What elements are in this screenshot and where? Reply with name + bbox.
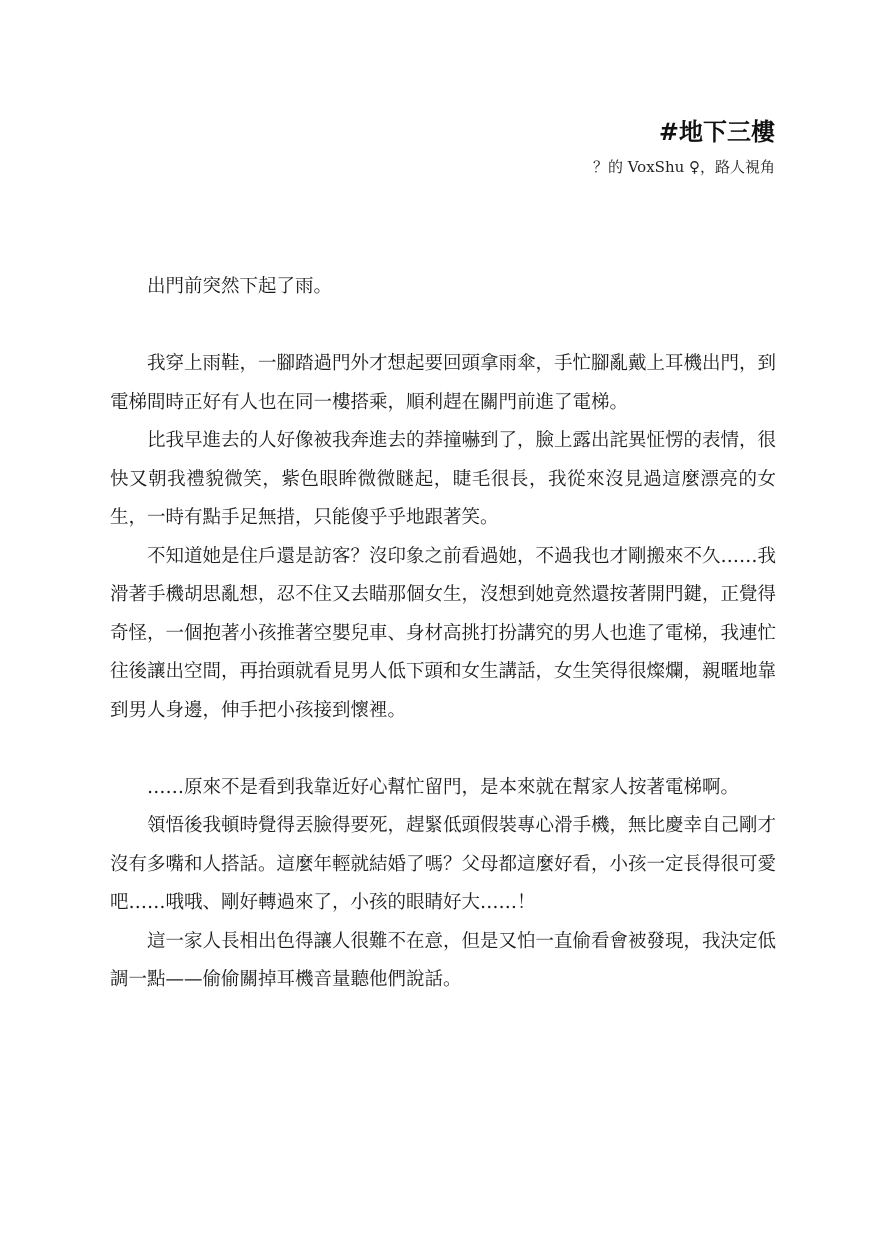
paragraph-gap <box>110 307 776 346</box>
paragraph: ……原來不是看到我靠近好心幫忙留門，是本來就在幫家人按著電梯啊。 <box>147 776 740 798</box>
story-body <box>110 268 776 1000</box>
chapter-subtitle: ？的 VoxShu ♀，路人視角 <box>592 158 775 176</box>
paragraph: 出門前突然下起了雨。 <box>147 276 333 297</box>
paragraph: 不知道她是住戶還是訪客？沒印象之前看過她，不過我也才剛搬來不久……我滑著手機胡思亂想，忍不住又去瞄那個女生，沒想到她竟然還按著開門鍵，正覺得奇怪，一個抱著小孩推著空嬰兒車、身材高挑打扮講究的男人也進了電梯，我連忙往後讓出空間，再抬頭就看見男人低下頭和女生講話，女生笑得很燦爛，親暱地靠到男人身邊，伸手把小孩接到懷裡。 <box>110 545 777 721</box>
paragraph-gap <box>110 730 776 769</box>
paragraph: 我穿上雨鞋，一腳踏過門外才想起要回頭拿雨傘，手忙腳亂戴上耳機出門，到電梯間時正好有人也在同一樓搭乘，順利趕在關門前進了電梯。 <box>110 353 777 413</box>
paragraph: 比我早進去的人好像被我奔進去的莽撞嚇到了，臉上露出詫異怔愣的表情，很快又朝我禮貌微笑，紫色眼眸微微瞇起，睫毛很長，我從來沒見過這麼漂亮的女生，一時有點手足無措，只能傻乎乎地跟著笑。 <box>110 430 777 528</box>
chapter-header <box>593 112 775 179</box>
paragraph: 領悟後我頓時覺得丟臉得要死，趕緊低頭假裝專心滑手機，無比慶幸自己剛才沒有多嘴和人搭話。這麼年輕就結婚了嗎？父母都這麼好看，小孩一定長得很可愛吧……哦哦、剛好轉過來了，小孩的眼睛好大……！ <box>110 815 777 913</box>
paragraph: 這一家人長相出色得讓人很難不在意，但是又怕一直偷看會被發現，我決定低調一點——偷偷關掉耳機音量聽他們說話。 <box>110 930 777 990</box>
chapter-title: #地下三樓 <box>658 118 775 146</box>
